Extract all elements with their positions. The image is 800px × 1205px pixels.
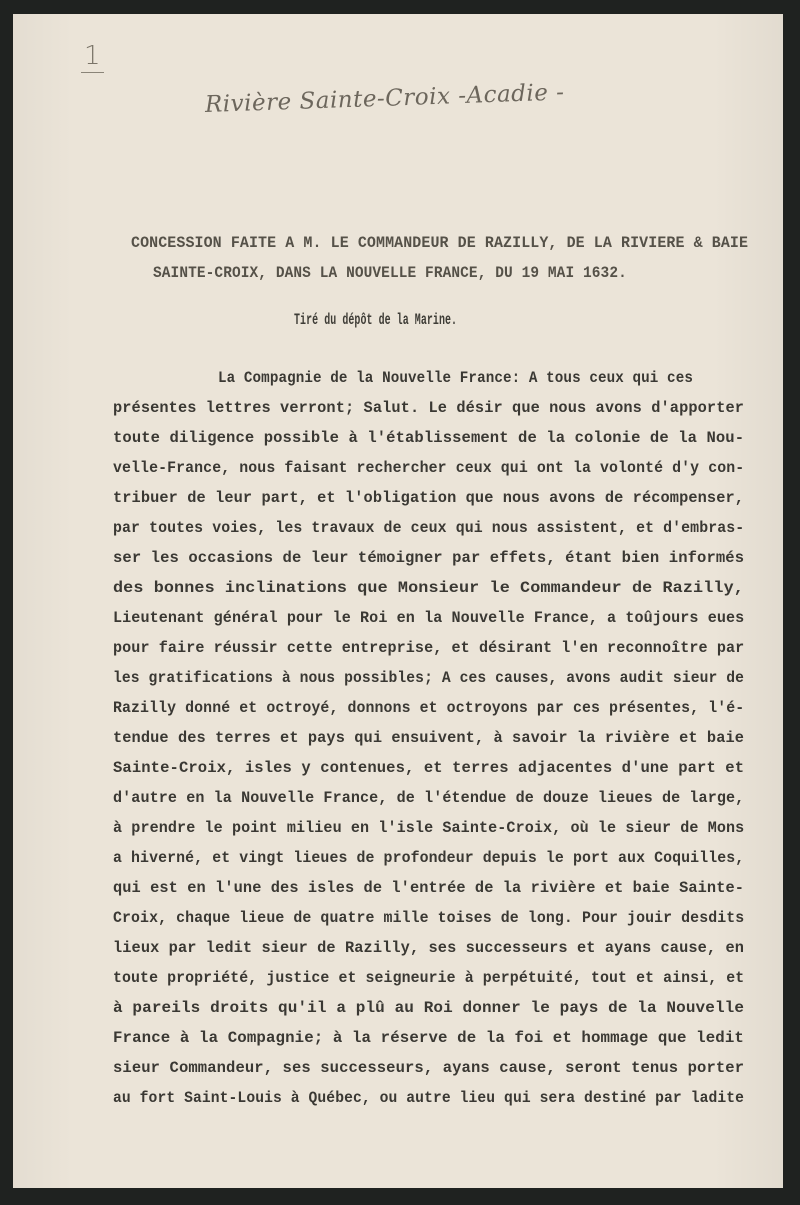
body-line: au fort Saint-Louis à Québec, ou autre lieu qui sera destiné par ladite — [113, 1089, 745, 1107]
document-title-line-1: CONCESSION FAITE A M. LE COMMANDEUR DE RAZILLY, DE LA RIVIERE & BAIE — [131, 234, 749, 252]
body-line: pour faire réussir cette entreprise, et désirant l'en reconnoître par — [113, 639, 745, 657]
body-line: tribuer de leur part, et l'obligation que nous avons de récompenser, — [113, 489, 745, 507]
body-line: France à la Compagnie; à la réserve de la foi et hommage que ledit — [113, 1029, 744, 1047]
body-line: sieur Commandeur, ses successeurs, ayans cause, seront tenus porter — [113, 1059, 745, 1077]
body-line: velle-France, nous faisant rechercher ceux qui ont la volonté d'y con- — [113, 459, 745, 477]
body-line: des bonnes inclinations que Monsieur le Commandeur de Razilly, — [113, 579, 744, 597]
body-line: par toutes voies, les travaux de ceux qui nous assistent, et d'embras- — [113, 519, 745, 537]
body-line: toute propriété, justice et seigneurie à perpétuité, tout et ainsi, et — [113, 969, 745, 987]
document-title-line-2: SAINTE-CROIX, DANS LA NOUVELLE FRANCE, DU 19 MAI 1632. — [153, 264, 627, 282]
body-line: Croix, chaque lieue de quatre mille toises de long. Pour jouir desdits — [113, 909, 745, 927]
body-line: lieux par ledit sieur de Razilly, ses successeurs et ayans cause, en — [113, 939, 745, 957]
body-line: présentes lettres verront; Salut. Le désir que nous avons d'apporter — [113, 399, 745, 417]
body-line: toute diligence possible à l'établissement de la colonie de la Nou- — [113, 429, 745, 447]
body-line: a hiverné, et vingt lieues de profondeur depuis le port aux Coquilles, — [113, 849, 745, 867]
body-line: qui est en l'une des isles de l'entrée de la rivière et baie Sainte- — [113, 879, 745, 897]
body-line: à prendre le point milieu en l'isle Sainte-Croix, où le sieur de Mons — [113, 819, 745, 837]
folio-number: 1 — [81, 40, 104, 73]
body-line: La Compagnie de la Nouvelle France: A tous ceux qui ces — [218, 369, 693, 387]
body-line: ser les occasions de leur témoigner par effets, étant bien informés — [113, 549, 745, 567]
body-line: Razilly donné et octroyé, donnons et octroyons par ces présentes, l'é- — [113, 699, 745, 717]
body-line: à pareils droits qu'il a plû au Roi donner le pays de la Nouvelle — [113, 999, 745, 1017]
body-line: Sainte-Croix, isles y contenues, et terres adjacentes d'une part et — [113, 759, 745, 777]
body-line: d'autre en la Nouvelle France, de l'étendue de douze lieues de large, — [113, 789, 745, 807]
body-line: Lieutenant général pour le Roi en la Nouvelle France, a toûjours eues — [113, 609, 745, 627]
body-line: les gratifications à nous possibles; A ces causes, avons audit sieur de — [113, 669, 745, 687]
handwritten-annotation: Rivière Sainte-Croix -Acadie - — [204, 79, 565, 118]
body-line: tendue des terres et pays qui ensuivent, à savoir la rivière et baie — [113, 729, 745, 747]
document-source: Tiré du dépôt de la Marine. — [294, 311, 458, 329]
